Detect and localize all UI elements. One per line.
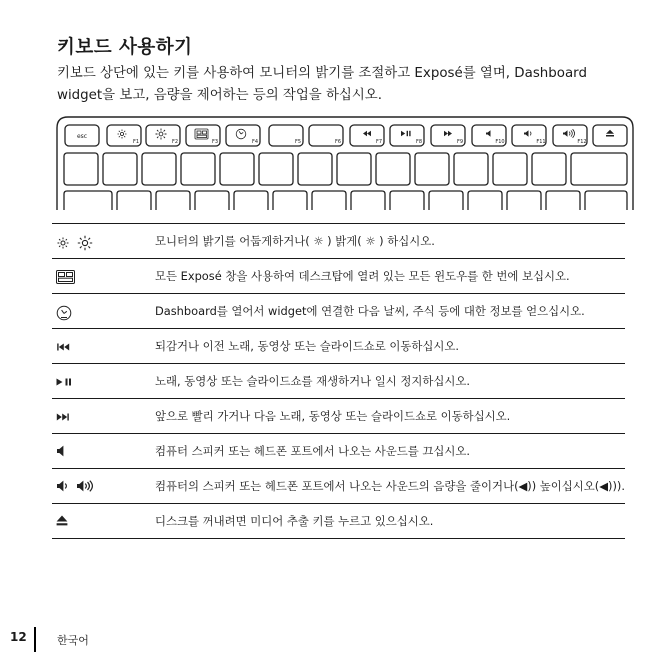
play-pause-icon <box>56 378 74 386</box>
feature-description: Dashboard를 열어서 widget에 연결한 다음 날씨, 주식 등에 대한 정보를 얻으십시오. <box>155 294 625 329</box>
table-row <box>52 294 625 329</box>
rewind-icon <box>56 343 70 351</box>
table-row <box>52 364 625 399</box>
f8-key-label: F8 <box>415 139 423 145</box>
f10-key-label: F10 <box>495 139 505 145</box>
feature-description: 모든 Exposé 창을 사용하여 데스크탑에 열려 있는 모든 윈도우를 한 번에 보십시오. <box>155 259 625 294</box>
feature-description: 컴퓨터의 스피커 또는 헤드폰 포트에서 나오는 사운드의 음량을 줄이거나(◀)) 높이십시오(◀))). <box>155 469 625 504</box>
tab-row-partial <box>64 191 627 210</box>
dashboard-icon <box>56 305 72 321</box>
volume-down-icon <box>56 480 69 492</box>
feature-description: 앞으로 빨리 가거나 다음 노래, 동영상 또는 슬라이드쇼로 이동하십시오. <box>155 399 625 434</box>
esc-key-label: esc <box>76 133 88 140</box>
mute-icon <box>56 445 66 457</box>
feature-description: 디스크를 꺼내려면 미디어 추출 키를 누르고 있으십시오. <box>155 504 625 539</box>
f7-key-label: F7 <box>375 139 383 145</box>
f3-key-label: F3 <box>211 139 219 145</box>
eject-icon <box>56 515 68 526</box>
page-title: 키보드 사용하기 <box>57 37 193 58</box>
table-row <box>52 504 625 539</box>
feature-description: 노래, 동영상 또는 슬라이드쇼를 재생하거나 일시 정지하십시오. <box>155 364 625 399</box>
f4-key-label: F4 <box>251 139 259 145</box>
feature-description: 모니터의 밝기를 어둡게하거나( ☼ ) 밝게( ☼ ) 하십시오. <box>155 224 625 259</box>
table-row <box>52 329 625 364</box>
f9-key-label: F9 <box>456 139 464 145</box>
fast-forward-icon <box>56 413 70 421</box>
volume-up-icon <box>76 480 94 492</box>
feature-key-table <box>52 223 625 539</box>
number-row <box>64 153 627 185</box>
f6-key-label: F6 <box>334 139 342 145</box>
f2-key-label: F2 <box>171 139 179 145</box>
page-number: 12 <box>10 630 27 644</box>
brightness-up-icon <box>77 235 93 251</box>
expose-icon <box>56 270 75 284</box>
table-row <box>52 399 625 434</box>
table-row <box>52 259 625 294</box>
brightness-down-icon <box>56 236 70 250</box>
table-row <box>52 434 625 469</box>
table-row <box>52 224 625 259</box>
f1-key-label: F1 <box>132 139 140 145</box>
intro-paragraph: 키보드 상단에 있는 키를 사용하여 모니터의 밝기를 조절하고 Exposé를 열며, Dashboard widget을 보고, 음량을 제어하는 등의 작업을 하십시오. <box>57 66 587 103</box>
f12-key-label: F12 <box>577 139 587 145</box>
table-row <box>52 469 625 504</box>
f5-key-label: F5 <box>294 139 302 145</box>
footer-divider <box>34 627 36 652</box>
keyboard-illustration <box>56 116 634 210</box>
feature-description: 컴퓨터 스피커 또는 헤드폰 포트에서 나오는 사운드를 끄십시오. <box>155 434 625 469</box>
feature-description: 되감거나 이전 노래, 동영상 또는 슬라이드쇼로 이동하십시오. <box>155 329 625 364</box>
footer-language: 한국어 <box>57 634 89 647</box>
f11-key-label: F11 <box>536 139 546 145</box>
